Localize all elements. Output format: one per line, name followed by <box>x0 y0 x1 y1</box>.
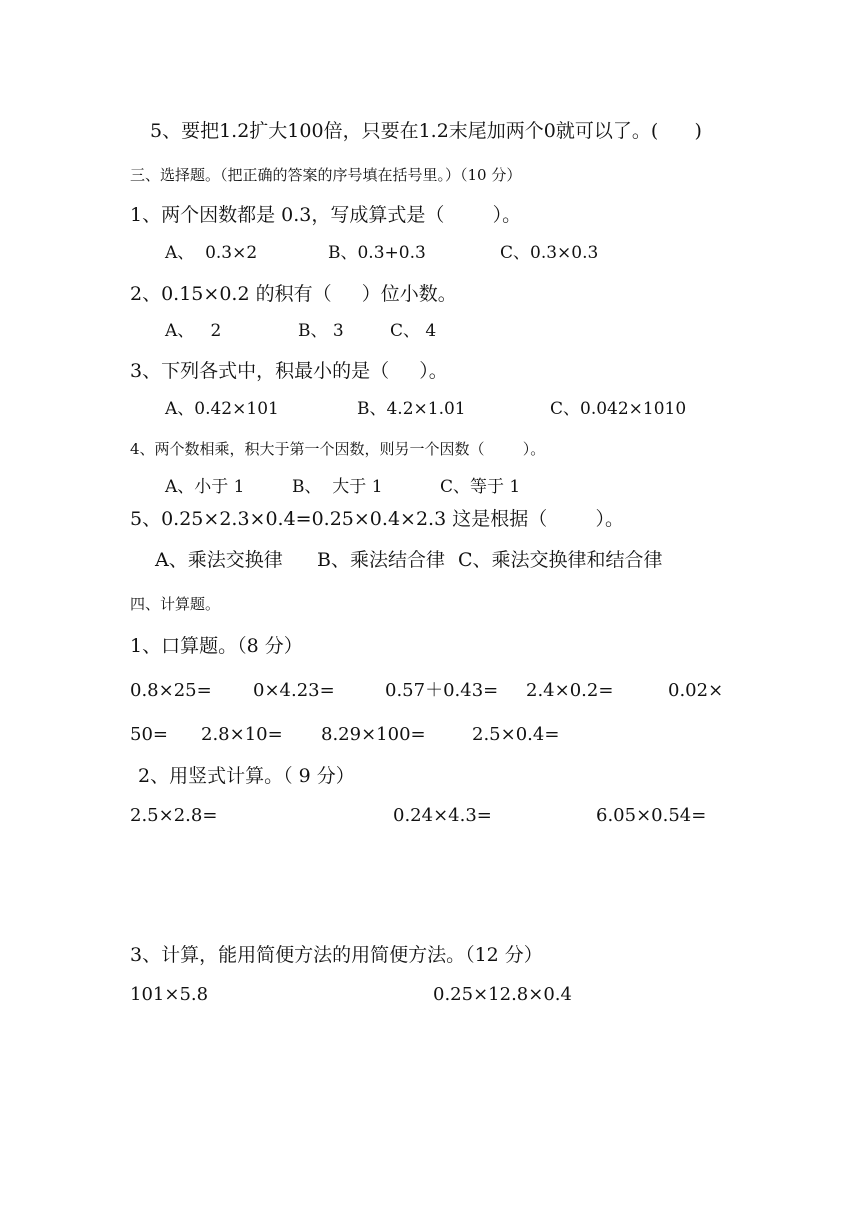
vertical-calc-item: 6.05×0.54= <box>596 805 707 826</box>
option-a: A、 2 <box>165 321 222 341</box>
oral-calc-item: 0.57＋0.43= <box>385 680 499 701</box>
option-c: C、乘法交换律和结合律 <box>458 549 663 571</box>
section-heading-choice: 三、选择题。（把正确的答案的序号填在括号里。）（10 分） <box>130 166 522 184</box>
oral-calc-item: 50= <box>130 724 168 745</box>
option-c: C、等于 1 <box>440 477 521 497</box>
option-b: B、4.2×1.01 <box>357 399 466 419</box>
oral-calc-item: 0×4.23= <box>253 680 335 701</box>
option-a: A、小于 1 <box>165 477 245 497</box>
option-b: B、0.3+0.3 <box>328 243 426 263</box>
oral-calc-title: 1、口算题。（8 分） <box>130 635 303 657</box>
oral-calc-item: 2.8×10= <box>201 724 283 745</box>
question-stem: 1、两个因数都是 0.3，写成算式是（ ）。 <box>130 204 522 226</box>
vertical-calc-item: 2.5×2.8= <box>130 805 218 826</box>
simplify-calc-item: 0.25×12.8×0.4 <box>433 984 572 1005</box>
option-a: A、0.42×101 <box>165 399 279 419</box>
simplify-calc-title: 3、计算，能用简便方法的用简便方法。（12 分） <box>130 944 543 966</box>
option-c: C、0.3×0.3 <box>500 243 599 263</box>
option-c: C、 4 <box>390 321 437 341</box>
simplify-calc-item: 101×5.8 <box>130 984 209 1005</box>
oral-calc-item: 2.4×0.2= <box>526 680 614 701</box>
oral-calc-item: 2.5×0.4= <box>472 724 560 745</box>
true-false-q5: 5、要把1.2扩大100倍，只要在1.2末尾加两个0就可以了。( ) <box>150 120 702 142</box>
option-b: B、乘法结合律 <box>317 549 445 571</box>
question-stem: 2、0.15×0.2 的积有（ ）位小数。 <box>130 283 457 305</box>
oral-calc-item: 8.29×100= <box>321 724 426 745</box>
option-a: A、乘法交换律 <box>155 549 283 571</box>
question-stem: 5、0.25×2.3×0.4=0.25×0.4×2.3 这是根据（ ）。 <box>130 508 625 530</box>
option-b: B、 大于 1 <box>292 477 383 497</box>
option-c: C、0.042×1010 <box>550 399 687 419</box>
question-stem: 3、下列各式中，积最小的是（ ）。 <box>130 360 448 382</box>
question-stem: 4、两个数相乘，积大于第一个因数，则另一个因数（ ）。 <box>130 440 546 458</box>
section-heading-calculation: 四、计算题。 <box>130 595 221 613</box>
vertical-calc-item: 0.24×4.3= <box>393 805 492 826</box>
vertical-calc-title: 2、用竖式计算。（ 9 分） <box>138 765 355 787</box>
option-a: A、 0.3×2 <box>165 243 258 263</box>
oral-calc-item: 0.02× <box>668 680 724 701</box>
oral-calc-item: 0.8×25= <box>130 680 212 701</box>
option-b: B、 3 <box>298 321 344 341</box>
